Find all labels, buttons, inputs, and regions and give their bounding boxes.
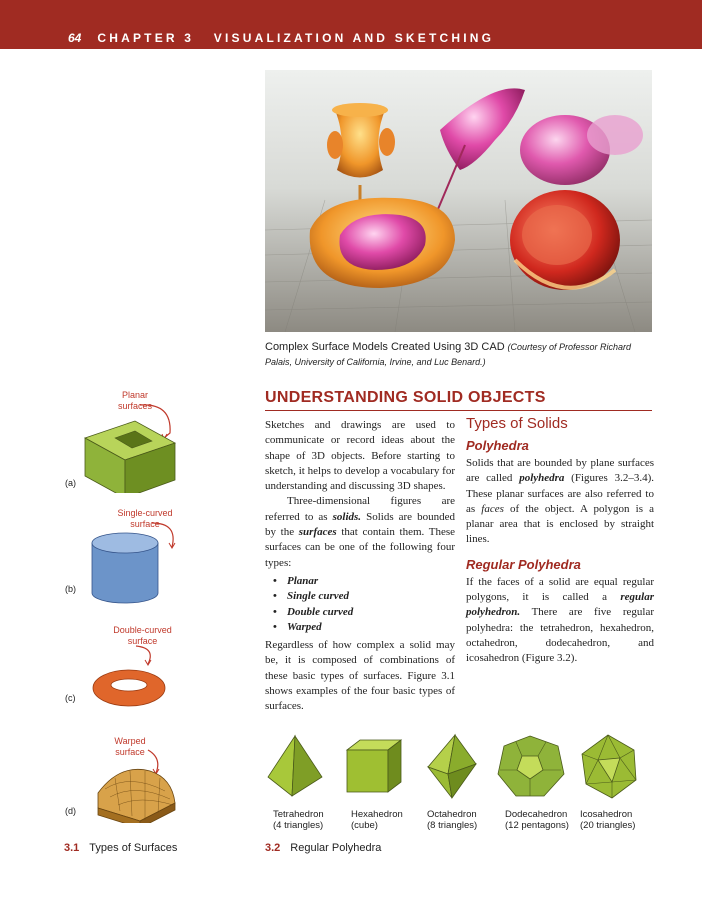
label-line: (8 triangles): [427, 820, 478, 831]
label-line: Hexahedron: [351, 809, 403, 820]
list-item: • Planar: [287, 574, 455, 589]
cube-icon: [347, 740, 401, 792]
torus-icon: [60, 622, 200, 712]
label-line: Icosahedron: [580, 809, 633, 820]
polyhedron-label-icosahedron: [580, 809, 635, 831]
term-polyhedra: polyhedra: [519, 472, 565, 485]
section-title: UNDERSTANDING SOLID OBJECTS: [265, 389, 546, 406]
figure-letter: (c): [65, 693, 76, 703]
label-line: (12 pentagons): [505, 820, 569, 831]
figure-3-1-caption: [64, 842, 177, 854]
label-line: (4 triangles): [273, 820, 324, 831]
text-span: of the object. A polygon is a planar area that is enclosed by straight lines.: [466, 502, 655, 546]
label-line: Tetrahedron: [273, 809, 324, 820]
polyhedron-label-hexahedron: [351, 809, 403, 831]
list-item: • Warped: [287, 620, 455, 635]
body-column-left: [265, 418, 455, 715]
figure-letter: (b): [65, 584, 76, 594]
tetrahedron-icon: [268, 736, 322, 796]
label-line: Planar: [121, 390, 148, 400]
chapter-title: VISUALIZATION AND SKETCHING: [213, 31, 495, 45]
chapter-label: CHAPTER 3: [97, 31, 195, 45]
figure-3-2-caption: [265, 842, 381, 854]
warped-surface-icon: [60, 733, 200, 823]
label-line: surface: [127, 636, 158, 646]
subheading-polyhedra: Polyhedra: [466, 438, 529, 453]
text-span: Solids are bounded by the: [265, 510, 455, 539]
photo-caption-title: Complex Surface Models Created Using 3D CAD: [265, 341, 505, 353]
polyhedron-label-dodecahedron: [505, 809, 569, 831]
figure-caption-text: Types of Surfaces: [89, 842, 178, 854]
octahedron-icon: [428, 735, 476, 798]
list-item: • Single curved: [287, 589, 455, 604]
figure-number: 3.1: [64, 842, 80, 854]
photo-caption-credit: (Courtesy of Professor Richard Palais, University of California, Irvine, and Luc Benard.): [265, 342, 632, 367]
page-number: 64: [68, 31, 82, 45]
figure-letter: (a): [65, 478, 76, 488]
list-item: • Double curved: [287, 605, 455, 620]
label-line: surface: [115, 747, 145, 757]
label-line: surface: [130, 519, 160, 529]
text-span: Solids that are bounded by plane surfaces are called: [466, 457, 654, 485]
dodecahedron-icon: [498, 736, 564, 796]
page-header-bar: [0, 0, 702, 49]
figure-caption-text: Regular Polyhedra: [290, 842, 382, 854]
label-line: (cube): [351, 820, 378, 831]
text-span: (Figures 3.2–3.4). These planar surfaces are also referred to as: [466, 472, 654, 515]
figure-number: 3.2: [265, 842, 281, 854]
text-span: that contain them. These surfaces can be one of the following four types:: [265, 526, 455, 569]
term-solids: solids.: [332, 510, 362, 523]
text-span: If the faces of a solid are equal regular polygons, it is called a: [466, 575, 654, 604]
subheading-regular-polyhedra: Regular Polyhedra: [466, 556, 581, 572]
paragraph-polyhedra: [466, 456, 654, 548]
surface-figure-b: [60, 505, 200, 610]
cylinder-icon: [60, 505, 200, 610]
body-column-right: [466, 413, 654, 667]
paragraph-intro: Sketches and drawings are used to communicate or record ideas about the shape of 3D objects. Before starting to sketch, it helps to develop a vocabulary for understanding and discussing 3D shapes.: [265, 419, 455, 493]
section-rule: [265, 410, 652, 411]
label-line: Double-curved: [113, 625, 172, 635]
text-span: There are five regular polyhedra: the tetrahedron, hexahedron, octahedron, dodecahedron, and icosahedron (Figure 3.2).: [466, 606, 654, 665]
icosahedron-icon: [582, 735, 636, 798]
figure-letter: (d): [65, 806, 76, 816]
surface-figure-d: [60, 733, 200, 823]
term-regular-polyhedron: regular polyhedron.: [466, 591, 654, 619]
label-line: Warped: [114, 736, 146, 746]
cad-surface-photo: [265, 70, 652, 332]
heading-types-of-solids: Types of Solids: [466, 415, 568, 432]
polyhedron-label-octahedron: [427, 809, 477, 831]
polyhedron-label-tetrahedron: [273, 809, 324, 831]
surface-figure-a: [60, 388, 200, 493]
surface-figure-c: [60, 622, 200, 712]
photo-caption: [265, 340, 655, 370]
paragraph-solids: [265, 494, 455, 570]
label-line: Dodecahedron: [505, 809, 568, 820]
planar-solid-icon: [60, 388, 200, 493]
text-span: Three-dimensional figures are referred to as: [265, 495, 455, 523]
polyhedra-figure: [260, 732, 655, 802]
term-surfaces: surfaces: [298, 526, 337, 539]
surface-types-list: [265, 574, 455, 635]
label-line: (20 triangles): [580, 820, 636, 831]
paragraph-regular-polyhedra: [466, 575, 654, 667]
term-faces: faces: [481, 502, 504, 515]
label-line: Single-curved: [117, 508, 173, 518]
paragraph-regardless: Regardless of how complex a solid may be, it is composed of combinations of these basic types of surfaces. Figure 3.1 shows examples of the four basic types of surfaces.: [265, 639, 455, 713]
running-head: [68, 31, 494, 45]
label-line: surfaces: [117, 401, 152, 411]
label-line: Octahedron: [427, 809, 477, 820]
